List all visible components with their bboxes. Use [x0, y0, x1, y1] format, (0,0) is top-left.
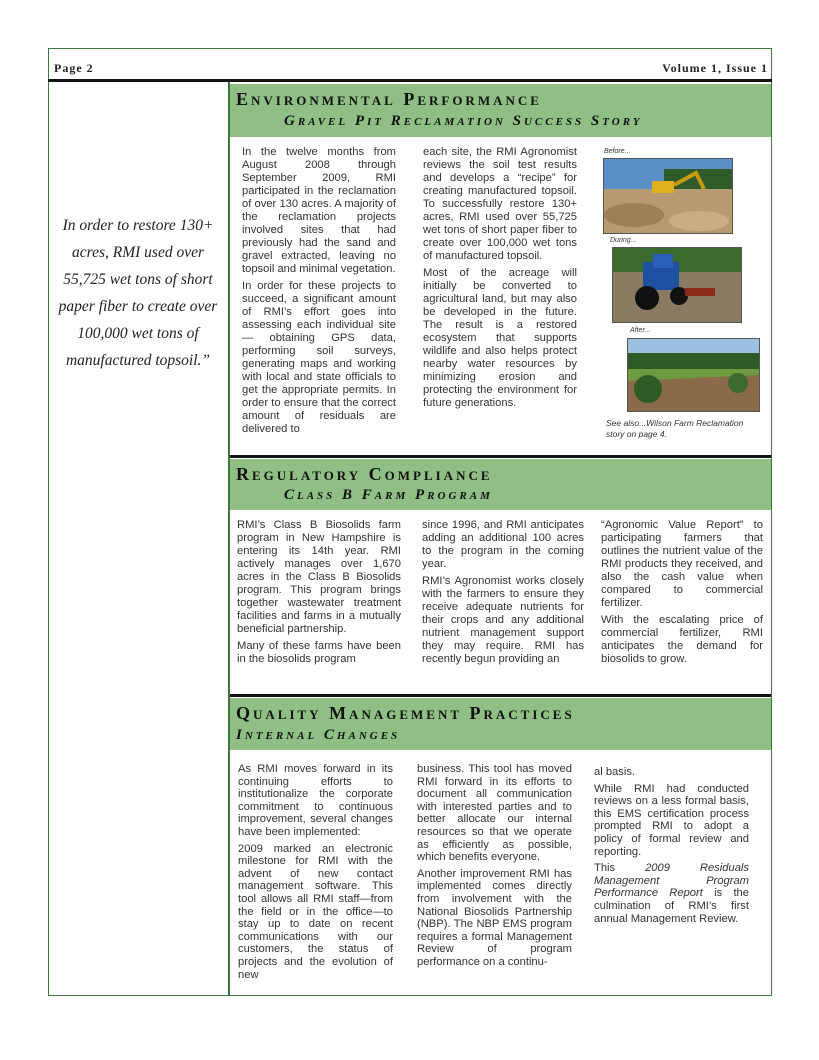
paragraph: business. This tool has moved RMI forward in its efforts to document all communication with interested parties and to better allocate our internal resources so that we operate as efficiently as possible, which benefits everyone. [417, 763, 572, 864]
paragraph: With the escalating price of commercial fertilizer, RMI anticipates the demand for biosolids to grow. [601, 614, 763, 665]
paragraph: Another improvement RMI has implemented comes directly from involvement with the National Biosolids Partnership (NBP). The NBP EMS program requires a formal Management Review of program performance on a continu- [417, 867, 572, 968]
text-run: This [594, 862, 646, 875]
section-subtitle: Internal Changes [236, 727, 401, 743]
paragraph: Most of the acreage will initially be converted to agricultural land, but may also be developed in the future. The result is a restored ecosystem that supports wildlife and also helps protect nearby water resources by minimizing erosion and protecting the environment for future generations. [423, 267, 577, 409]
photo-during [612, 247, 742, 323]
article-column [238, 763, 393, 985]
article-column [423, 146, 577, 414]
paragraph: In the twelve months from August 2008 through September 2009, RMI participated in the reclamation of over 130 acres. A majority of the reclamation projects involved sites that had previously had the sand and gravel extracted, leaving no topsoil and minimal vegetation. [242, 146, 396, 275]
paragraph: al basis. [594, 766, 636, 778]
section-title: Quality Management Practices [236, 703, 575, 723]
paragraph [594, 862, 749, 925]
paragraph: While RMI had conducted reviews on a less formal basis, this EMS certification process prompted RMI to adopt a policy of formal review and reporting. [594, 782, 749, 858]
article-column [242, 146, 396, 440]
section-banner-regulatory [230, 459, 771, 510]
paragraph: RMI’s Agronomist works closely with the farmers to ensure they receive adequate nutrients for their crops and any additional nutrient management support they may require. RMI has recently begun providing an [422, 575, 584, 665]
pull-quote: In order to restore 130+ acres, RMI used over 55,725 wet tons of short paper fiber to create over 100,000 wet tons of manufactured topsoil.” [58, 217, 218, 369]
volume-issue: Volume 1, Issue 1 [662, 61, 768, 75]
header-rule [48, 79, 772, 82]
paragraph: “Agronomic Value Report” to participating farmers that outlines the nutrient value of the RMI products they received, and also the cash value when compared to commercial fertilizer. [601, 519, 763, 609]
section-divider [230, 694, 771, 697]
photo-caption: Before... [604, 148, 631, 155]
photo-after [627, 338, 760, 412]
section-banner-environmental [230, 84, 771, 137]
page-number: Page 2 [54, 61, 94, 75]
sidebar-divider [228, 82, 230, 996]
article-column [237, 519, 401, 670]
section-title: Regulatory Compliance [236, 464, 493, 484]
page-header [48, 59, 772, 76]
photo-caption: After... [630, 327, 651, 334]
article-column [422, 519, 584, 670]
text-run: is the culmination of RMI’s first annual Management Review. [594, 887, 749, 925]
paragraph: each site, the RMI Agronomist reviews the soil test results and develops a “recipe” for creating manufactured topsoil. To successfully restore 130+ acres, RMI used over 55,725 wet tons of short paper fiber to create over 100,000 wet tons of manufactured topsoil. [423, 146, 577, 262]
paragraph: In order for these projects to succeed, a significant amount of RMI’s effort goes into assessing each individual site— obtaining GPS data, performing soil surveys, generating maps and working with local and state officials to get the appropriate permits. In order to ensure that the correct amount of residuals are delivered to [242, 280, 396, 435]
see-also-note: See also...Wilson Farm Reclamation story on page 4. [606, 418, 744, 439]
section-subtitle: Gravel Pit Reclamation Success Story [284, 113, 643, 129]
paragraph: 2009 marked an electronic milestone for RMI with the advent of new contact management software. This tool allows all RMI staff—from the field or in the office—to stay up to date on recent communications with our customers, the status of projects and the evolution of new [238, 842, 393, 981]
photo-before [603, 158, 733, 234]
section-title: Environmental Performance [236, 89, 542, 109]
paragraph: RMI’s Class B Biosolids farm program in New Hampshire is entering its 14th year. RMI actively manages over 1,670 acres in the Class B Biosolids program. This program brings together wastewater treatment facilities and farms in a mutually beneficial partnership. [237, 519, 401, 635]
paragraph: since 1996, and RMI anticipates adding an additional 100 acres to the program in the coming year. [422, 519, 584, 570]
report-title: 2009 Residuals Management Program Performance Report [594, 862, 749, 900]
section-subtitle: Class B Farm Program [284, 487, 493, 503]
article-column [594, 766, 749, 929]
paragraph: Many of these farms have been in the biosolids program [237, 640, 401, 665]
section-divider [230, 455, 771, 458]
section-banner-quality [230, 698, 771, 750]
paragraph: As RMI moves forward in its continuing efforts to institutionalize the corporate commitment to continuous improvement, several changes have been implemented: [238, 763, 393, 838]
photo-caption: During... [610, 237, 637, 244]
article-column [417, 763, 572, 973]
article-column [601, 519, 763, 670]
